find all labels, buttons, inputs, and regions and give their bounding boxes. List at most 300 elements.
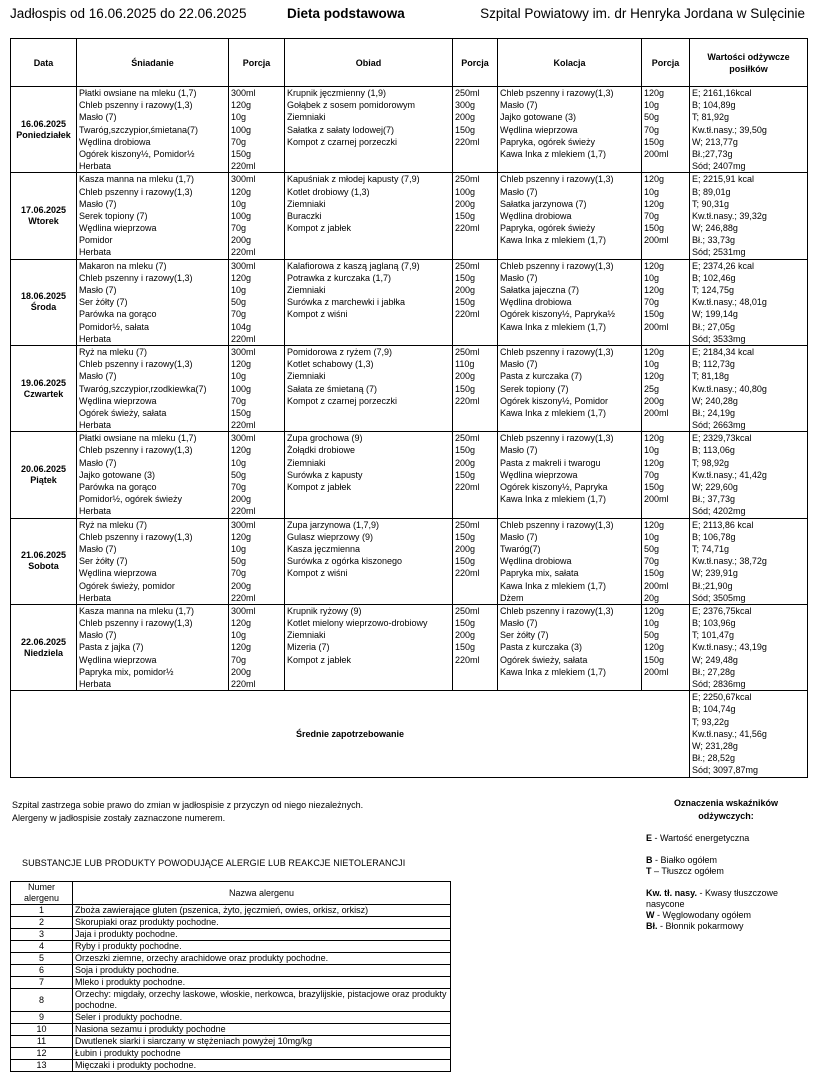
portion-value: 70g bbox=[231, 309, 247, 320]
breakfast-item: Chleb pszenny i razowy(1,3) bbox=[79, 445, 193, 456]
dinner-item: Serek topiony (7) bbox=[500, 383, 569, 394]
breakfast-item: Pomidor½, sałata bbox=[79, 321, 150, 332]
nutrition-value: W; 249,48g bbox=[692, 654, 738, 665]
portion-value: 10g bbox=[231, 285, 247, 295]
portion-value: 200g bbox=[455, 112, 476, 123]
breakfast-item: Chleb pszenny i razowy(1,3) bbox=[79, 618, 193, 629]
portion-value: 100g bbox=[231, 210, 252, 221]
breakfast-item: Masło (7) bbox=[79, 543, 117, 554]
lunch-item: Ziemniaki bbox=[287, 198, 326, 209]
dinner-cell bbox=[498, 604, 642, 690]
nutrition-value: Kw.tł.nasy.; 38,72g bbox=[692, 556, 767, 567]
allergen-number: 10 bbox=[11, 1024, 73, 1036]
allergen-row bbox=[11, 1012, 451, 1024]
portion-value: 150g bbox=[231, 407, 252, 418]
dinner-portions-cell bbox=[642, 432, 690, 518]
lunch-item: Gulasz wieprzowy (9) bbox=[287, 531, 374, 542]
nutrition-value: Bł.; 24,19g bbox=[692, 407, 736, 418]
portion-value: 220ml bbox=[231, 506, 256, 517]
dinner-item: Ser żółty (7) bbox=[500, 630, 549, 641]
portion-value: 10g bbox=[231, 457, 247, 468]
average-value: Sód; 3097,87mg bbox=[692, 765, 759, 776]
dinner-item: Chleb pszenny i razowy(1,3) bbox=[500, 174, 614, 185]
allergen-name: Soja i produkty pochodne. bbox=[73, 965, 451, 977]
portion-value: 220ml bbox=[231, 161, 256, 172]
date: 21.06.2025 bbox=[20, 550, 67, 561]
day-row bbox=[11, 345, 808, 431]
portion-value: 150g bbox=[455, 469, 476, 480]
day-date bbox=[11, 604, 77, 690]
nutrition-value: B; 112,73g bbox=[692, 359, 735, 370]
nutrition-value: B; 103,96g bbox=[692, 618, 736, 629]
nutrition-value: W; 199,14g bbox=[692, 309, 738, 320]
hospital-name: Szpital Powiatowy im. dr Henryka Jordana w Sulęcinie bbox=[480, 6, 805, 21]
portion-value: 70g bbox=[644, 124, 660, 135]
portion-value: 10g bbox=[231, 112, 247, 123]
weekday: Środa bbox=[30, 302, 57, 313]
portion-value: 50g bbox=[644, 543, 660, 554]
portion-value: 50g bbox=[644, 630, 660, 641]
breakfast-item: Masło (7) bbox=[79, 112, 117, 123]
lunch-portions-cell bbox=[453, 345, 498, 431]
lunch-item: Żołądki drobiowe bbox=[287, 445, 356, 456]
allergen-name: Łubin i produkty pochodne bbox=[73, 1048, 451, 1060]
nutrition-value: T; 90,31g bbox=[692, 198, 730, 209]
portion-value: 50g bbox=[231, 556, 247, 567]
date: 19.06.2025 bbox=[20, 377, 67, 388]
nutrition-value: Kw.tł.nasy.; 43,19g bbox=[692, 642, 767, 653]
breakfast-portions-cell bbox=[229, 518, 285, 604]
col-allergen-name: Nazwa alergenu bbox=[73, 882, 451, 905]
portion-value: 220ml bbox=[231, 679, 256, 689]
portion-value: 10g bbox=[644, 445, 660, 456]
portion-value: 220ml bbox=[455, 395, 480, 406]
dinner-item: Papryka mix, sałata bbox=[500, 568, 579, 579]
nutrition-value: B; 113,06g bbox=[692, 445, 735, 456]
lunch-item: Sałatka z sałaty lodowej(7) bbox=[287, 124, 395, 135]
portion-value: 300ml bbox=[231, 88, 256, 98]
nutrition-value: Kw.tł.nasy.; 39,50g bbox=[692, 124, 767, 135]
breakfast-item: Masło (7) bbox=[79, 630, 117, 641]
breakfast-item: Chleb pszenny i razowy(1,3) bbox=[79, 186, 193, 197]
nutrition-cell bbox=[690, 432, 808, 518]
allergen-number: 2 bbox=[11, 917, 73, 929]
col-allergen-number: Numer alergenu bbox=[11, 882, 73, 905]
breakfast-item: Herbata bbox=[79, 161, 112, 172]
lunch-item: Mizeria (7) bbox=[287, 642, 330, 653]
portion-value: 150g bbox=[455, 531, 476, 542]
breakfast-item: Chleb pszenny i razowy(1,3) bbox=[79, 100, 193, 111]
nutrition-value: T; 124,75g bbox=[692, 285, 735, 295]
lunch-item: Kotlet mielony wieprzowo-drobiowy bbox=[287, 618, 428, 629]
nutrition-value: Kw.tł.nasy.; 40,80g bbox=[692, 383, 767, 394]
portion-value: 250ml bbox=[455, 260, 480, 271]
portion-value: 220ml bbox=[455, 136, 480, 147]
nutrition-cell bbox=[690, 87, 808, 173]
breakfast-item: Parówka na gorąco bbox=[79, 309, 157, 320]
allergen-name: Jaja i produkty pochodne. bbox=[73, 929, 451, 941]
dinner-cell bbox=[498, 173, 642, 259]
lunch-item: Kotlet drobiowy (1,3) bbox=[287, 186, 370, 197]
nutrition-value: W; 239,91g bbox=[692, 568, 738, 579]
allergen-name: Mleko i produkty pochodne. bbox=[73, 977, 451, 989]
portion-value: 25g bbox=[644, 383, 660, 394]
col-date: Data bbox=[11, 39, 77, 87]
nutrition-value: E; 2374,26 kcal bbox=[692, 260, 755, 271]
lunch-item: Zupa grochowa (9) bbox=[287, 433, 363, 444]
dinner-item: Ogórek kiszony½, Papryka½ bbox=[500, 309, 616, 320]
lunch-item: Kalafiorowa z kaszą jaglaną (7,9) bbox=[287, 260, 420, 271]
nutrition-cell bbox=[690, 604, 808, 690]
allergen-row bbox=[11, 1048, 451, 1060]
portion-value: 70g bbox=[231, 136, 247, 147]
weekday: Czwartek bbox=[23, 388, 64, 399]
legend-item: Kw. tł. nasy. - Kwasy tłuszczowe nasycone bbox=[646, 888, 779, 909]
portion-value: 10g bbox=[644, 100, 660, 111]
page-header bbox=[10, 6, 805, 24]
dinner-item: Masło (7) bbox=[500, 618, 538, 629]
dinner-item: Kawa Inka z mlekiem (1,7) bbox=[500, 494, 607, 505]
nutrition-value: E; 2376,75kcal bbox=[692, 605, 752, 616]
lunch-cell bbox=[285, 87, 453, 173]
breakfast-item: Chleb pszenny i razowy(1,3) bbox=[79, 531, 193, 542]
allergen-name: Zboża zawierające gluten (pszenica, żyto, jęczmień, owies, orkisz, orkisz) bbox=[73, 905, 451, 917]
lunch-portions-cell bbox=[453, 259, 498, 345]
lunch-item: Kompot z czarnej porzeczki bbox=[287, 136, 398, 147]
portion-value: 220ml bbox=[455, 654, 480, 665]
dinner-item: Kawa Inka z mlekiem (1,7) bbox=[500, 407, 607, 418]
portion-value: 220ml bbox=[231, 592, 256, 603]
lunch-item: Ziemniaki bbox=[287, 457, 326, 468]
menu-period: Jadłospis od 16.06.2025 do 22.06.2025 bbox=[10, 6, 247, 21]
lunch-item: Surówka z ogórka kiszonego bbox=[287, 556, 403, 567]
nutrition-value: B; 104,89g bbox=[692, 100, 736, 111]
col-portion: Porcja bbox=[642, 39, 690, 87]
lunch-item: Ziemniaki bbox=[287, 285, 326, 295]
portion-value: 220ml bbox=[455, 568, 480, 579]
portion-value: 120g bbox=[231, 359, 252, 370]
portion-value: 120g bbox=[644, 433, 665, 444]
breakfast-item: Herbata bbox=[79, 333, 112, 344]
breakfast-item: Masło (7) bbox=[79, 371, 117, 382]
portion-value: 150g bbox=[455, 556, 476, 567]
portion-value: 300ml bbox=[231, 260, 256, 271]
lunch-portions-cell bbox=[453, 604, 498, 690]
portion-value: 200g bbox=[644, 395, 665, 406]
portion-value: 150g bbox=[455, 445, 476, 456]
dinner-item: Kawa Inka z mlekiem (1,7) bbox=[500, 666, 607, 677]
breakfast-item: Herbata bbox=[79, 592, 112, 603]
breakfast-item: Wędlina wieprzowa bbox=[79, 654, 157, 665]
breakfast-item: Papryka mix, pomidor½ bbox=[79, 666, 174, 677]
lunch-item: Zupa jarzynowa (1,7,9) bbox=[287, 519, 380, 530]
breakfast-item: Herbata bbox=[79, 247, 112, 258]
lunch-item: Kapuśniak z młodej kapusty (7,9) bbox=[287, 174, 420, 185]
portion-value: 220ml bbox=[455, 223, 480, 234]
portion-value: 250ml bbox=[455, 88, 480, 98]
dinner-item: Papryka, ogórek świeży bbox=[500, 136, 596, 147]
portion-value: 220ml bbox=[231, 247, 256, 258]
weekday: Sobota bbox=[28, 561, 59, 572]
breakfast-item: Parówka na gorąco bbox=[79, 482, 157, 492]
menu-header-row bbox=[11, 39, 808, 87]
col-portion: Porcja bbox=[453, 39, 498, 87]
portion-value: 104g bbox=[231, 321, 252, 332]
portion-value: 70g bbox=[231, 654, 247, 665]
dinner-item: Twaróg(7) bbox=[500, 543, 541, 554]
breakfast-item: Ogórek kiszony½, Pomidor½ bbox=[79, 148, 195, 159]
dinner-item: Wędlina drobiowa bbox=[500, 556, 572, 567]
weekly-menu-table bbox=[10, 38, 808, 778]
nutrition-value: Sód; 3505mg bbox=[692, 592, 746, 603]
breakfast-item: Wędlina drobiowa bbox=[79, 136, 151, 147]
lunch-cell bbox=[285, 259, 453, 345]
portion-value: 250ml bbox=[455, 433, 480, 444]
col-nutrition: Wartości odżywcze posiłków bbox=[690, 39, 808, 87]
portion-value: 200ml bbox=[644, 580, 669, 591]
portion-value: 120g bbox=[644, 174, 665, 185]
nutrition-cell bbox=[690, 518, 808, 604]
allergen-name: Nasiona sezamu i produkty pochodne bbox=[73, 1024, 451, 1036]
dinner-item: Kawa Inka z mlekiem (1,7) bbox=[500, 321, 607, 332]
nutrition-value: Sód; 2531mg bbox=[692, 247, 746, 258]
dinner-item: Masło (7) bbox=[500, 445, 538, 456]
dinner-portions-cell bbox=[642, 345, 690, 431]
portion-value: 300ml bbox=[231, 346, 256, 357]
portion-value: 10g bbox=[231, 371, 247, 382]
portion-value: 150g bbox=[455, 272, 476, 283]
breakfast-item: Chleb pszenny i razowy(1,3) bbox=[79, 359, 193, 370]
portion-value: 10g bbox=[644, 359, 660, 370]
portion-value: 120g bbox=[231, 642, 252, 653]
dinner-portions-cell bbox=[642, 87, 690, 173]
lunch-item: Krupnik ryżowy (9) bbox=[287, 605, 362, 616]
portion-value: 120g bbox=[644, 260, 665, 271]
day-row bbox=[11, 432, 808, 518]
breakfast-cell bbox=[77, 87, 229, 173]
breakfast-item: Ryż na mleku (7) bbox=[79, 519, 148, 530]
dinner-item: Pasta z kurczaka (3) bbox=[500, 642, 583, 653]
breakfast-portions-cell bbox=[229, 173, 285, 259]
legend-item: B - Białko ogółem bbox=[646, 855, 718, 865]
portion-value: 200g bbox=[455, 630, 476, 641]
portion-value: 220ml bbox=[231, 333, 256, 344]
portion-value: 200ml bbox=[644, 666, 669, 677]
portion-value: 120g bbox=[231, 531, 252, 542]
portion-value: 150g bbox=[231, 148, 252, 159]
weekday: Piątek bbox=[30, 474, 57, 485]
portion-value: 200ml bbox=[644, 321, 669, 332]
breakfast-item: Kasza manna na mleku (1,7) bbox=[79, 174, 195, 185]
portion-value: 150g bbox=[644, 136, 665, 147]
portion-value: 70g bbox=[644, 469, 660, 480]
breakfast-item: Twaróg,szczypior,rzodkiewka(7) bbox=[79, 383, 207, 394]
dinner-portions-cell bbox=[642, 518, 690, 604]
nutrition-value: Sód; 2663mg bbox=[692, 420, 746, 431]
nutrition-value: T; 81,92g bbox=[692, 112, 730, 123]
average-label: Średnie zapotrzebowanie bbox=[11, 691, 690, 777]
allergen-number: 9 bbox=[11, 1012, 73, 1024]
allergens-heading: SUBSTANCJE LUB PRODUKTY POWODUJĄCE ALERGIE LUB REAKCJE NIETOLERANCJI bbox=[22, 858, 406, 868]
portion-value: 100g bbox=[231, 383, 252, 394]
portion-value: 120g bbox=[231, 445, 252, 456]
legend-title: Oznaczenia wskaźników odżywczych: bbox=[673, 798, 779, 821]
breakfast-item: Płatki owsiane na mleku (1,7) bbox=[79, 88, 197, 98]
breakfast-item: Wędlina wieprzowa bbox=[79, 568, 157, 579]
portion-value: 70g bbox=[231, 395, 247, 406]
allergen-name: Orzeszki ziemne, orzechy arachidowe oraz produkty pochodne. bbox=[73, 953, 451, 965]
dinner-item: Masło (7) bbox=[500, 186, 538, 197]
allergen-row bbox=[11, 977, 451, 989]
breakfast-cell bbox=[77, 518, 229, 604]
nutrition-value: Sód; 2407mg bbox=[692, 161, 746, 172]
allergen-name: Dwutlenek siarki i siarczany w stężeniach powyżej 10mg/kg bbox=[73, 1036, 451, 1048]
allergen-row bbox=[11, 905, 451, 917]
dinner-item: Masło (7) bbox=[500, 531, 538, 542]
dinner-item: Wędlina drobiowa bbox=[500, 210, 572, 221]
lunch-item: Potrawka z kurczaka (1,7) bbox=[287, 272, 392, 283]
lunch-portions-cell bbox=[453, 432, 498, 518]
lunch-portions-cell bbox=[453, 518, 498, 604]
portion-value: 200g bbox=[231, 494, 252, 505]
portion-value: 150g bbox=[455, 618, 476, 629]
allergen-row bbox=[11, 929, 451, 941]
note-line: Alergeny w jadłospisie zostały zaznaczone numerem. bbox=[12, 813, 226, 823]
portion-value: 120g bbox=[231, 186, 252, 197]
dinner-item: Sałatka jajeczna (7) bbox=[500, 285, 580, 295]
portion-value: 120g bbox=[644, 285, 665, 295]
weekday: Poniedziałek bbox=[16, 129, 71, 140]
portion-value: 200g bbox=[455, 285, 476, 295]
portion-value: 150g bbox=[455, 210, 476, 221]
allergen-number: 13 bbox=[11, 1060, 73, 1072]
allergen-number: 6 bbox=[11, 965, 73, 977]
average-value: E; 2250,67kcal bbox=[692, 692, 752, 703]
lunch-item: Kasza jęczmienna bbox=[287, 543, 361, 554]
col-dinner: Kolacja bbox=[498, 39, 642, 87]
portion-value: 10g bbox=[644, 531, 660, 542]
portion-value: 200g bbox=[231, 666, 252, 677]
lunch-item: Ziemniaki bbox=[287, 371, 326, 382]
legend-item: T – Tłuszcz ogółem bbox=[646, 866, 724, 876]
lunch-item: Kompot z jabłek bbox=[287, 223, 352, 234]
nutrition-cell bbox=[690, 259, 808, 345]
allergen-number: 5 bbox=[11, 953, 73, 965]
nutrition-value: Bł.; 27,05g bbox=[692, 321, 736, 332]
portion-value: 70g bbox=[231, 223, 247, 234]
dinner-item: Chleb pszenny i razowy(1,3) bbox=[500, 88, 614, 98]
nutrition-value: Bł.; 37,73g bbox=[692, 494, 736, 505]
breakfast-item: Serek topiony (7) bbox=[79, 210, 148, 221]
date: 22.06.2025 bbox=[20, 636, 67, 647]
lunch-cell bbox=[285, 345, 453, 431]
lunch-item: Kompot z wiśni bbox=[287, 309, 348, 320]
nutrition-value: B; 102,46g bbox=[692, 272, 736, 283]
dinner-item: Wędlina drobiowa bbox=[500, 297, 572, 308]
nutrition-value: Kw.tł.nasy.; 41,42g bbox=[692, 469, 767, 480]
nutrition-value: W; 213,77g bbox=[692, 136, 738, 147]
lunch-item: Ziemniaki bbox=[287, 112, 326, 123]
portion-value: 200g bbox=[231, 235, 252, 246]
lunch-item: Ziemniaki bbox=[287, 630, 326, 641]
nutrition-value: W; 229,60g bbox=[692, 482, 738, 492]
portion-value: 70g bbox=[644, 556, 660, 567]
lunch-item: Kompot z wiśni bbox=[287, 568, 348, 579]
nutrition-value: Bł.; 33,73g bbox=[692, 235, 736, 246]
breakfast-item: Pomidor bbox=[79, 235, 113, 246]
portion-value: 120g bbox=[231, 272, 252, 283]
lunch-cell bbox=[285, 604, 453, 690]
portion-value: 300ml bbox=[231, 174, 256, 185]
day-row bbox=[11, 173, 808, 259]
lunch-item: Gołąbek z sosem pomidorowym bbox=[287, 100, 416, 111]
portion-value: 220ml bbox=[455, 482, 480, 492]
dinner-item: Dżem bbox=[500, 592, 524, 603]
portion-value: 200g bbox=[455, 371, 476, 382]
legend-item: E - Wartość energetyczna bbox=[646, 833, 750, 843]
portion-value: 70g bbox=[644, 297, 660, 308]
notes bbox=[12, 799, 363, 825]
breakfast-item: Herbata bbox=[79, 506, 112, 517]
portion-value: 10g bbox=[644, 618, 660, 629]
nutrition-value: E; 2215,91 kcal bbox=[692, 174, 755, 185]
nutrition-value: Kw.tł.nasy.; 48,01g bbox=[692, 297, 767, 308]
nutrition-value: B; 106,78g bbox=[692, 531, 736, 542]
breakfast-cell bbox=[77, 345, 229, 431]
allergen-row bbox=[11, 989, 451, 1012]
portion-value: 150g bbox=[455, 297, 476, 308]
portion-value: 100g bbox=[455, 186, 476, 197]
portion-value: 120g bbox=[644, 642, 665, 653]
dinner-cell bbox=[498, 87, 642, 173]
portion-value: 50g bbox=[231, 297, 247, 308]
date: 20.06.2025 bbox=[20, 463, 67, 474]
allergen-name: Seler i produkty pochodne. bbox=[73, 1012, 451, 1024]
portion-value: 200g bbox=[455, 457, 476, 468]
allergen-row bbox=[11, 1024, 451, 1036]
nutrition-cell bbox=[690, 173, 808, 259]
portion-value: 300g bbox=[455, 100, 476, 111]
nutrition-value: Bł.;21,90g bbox=[692, 580, 733, 591]
lunch-item: Pomidorowa z ryżem (7,9) bbox=[287, 346, 393, 357]
nutrition-value: Sód; 4202mg bbox=[692, 506, 746, 517]
lunch-item: Surówka z kapusty bbox=[287, 469, 363, 480]
nutrition-value: W; 246,88g bbox=[692, 223, 738, 234]
nutrition-value: Bł.; 27,28g bbox=[692, 666, 736, 677]
dinner-portions-cell bbox=[642, 259, 690, 345]
portion-value: 120g bbox=[231, 618, 252, 629]
portion-value: 50g bbox=[644, 112, 660, 123]
day-row bbox=[11, 259, 808, 345]
allergen-number: 12 bbox=[11, 1048, 73, 1060]
day-date bbox=[11, 518, 77, 604]
nutrition-value: Bł.;27,73g bbox=[692, 148, 733, 159]
dinner-cell bbox=[498, 518, 642, 604]
breakfast-item: Pasta z jajka (7) bbox=[79, 642, 144, 653]
average-value: W; 231,28g bbox=[692, 740, 738, 751]
breakfast-portions-cell bbox=[229, 345, 285, 431]
breakfast-item: Herbata bbox=[79, 679, 112, 689]
nutrition-legend bbox=[646, 797, 806, 932]
portion-value: 250ml bbox=[455, 605, 480, 616]
allergen-number: 8 bbox=[11, 989, 73, 1012]
allergen-row bbox=[11, 965, 451, 977]
day-date bbox=[11, 345, 77, 431]
breakfast-item: Masło (7) bbox=[79, 457, 117, 468]
breakfast-item: Herbata bbox=[79, 420, 112, 431]
breakfast-item: Ser żółty (7) bbox=[79, 556, 128, 567]
day-row bbox=[11, 518, 808, 604]
